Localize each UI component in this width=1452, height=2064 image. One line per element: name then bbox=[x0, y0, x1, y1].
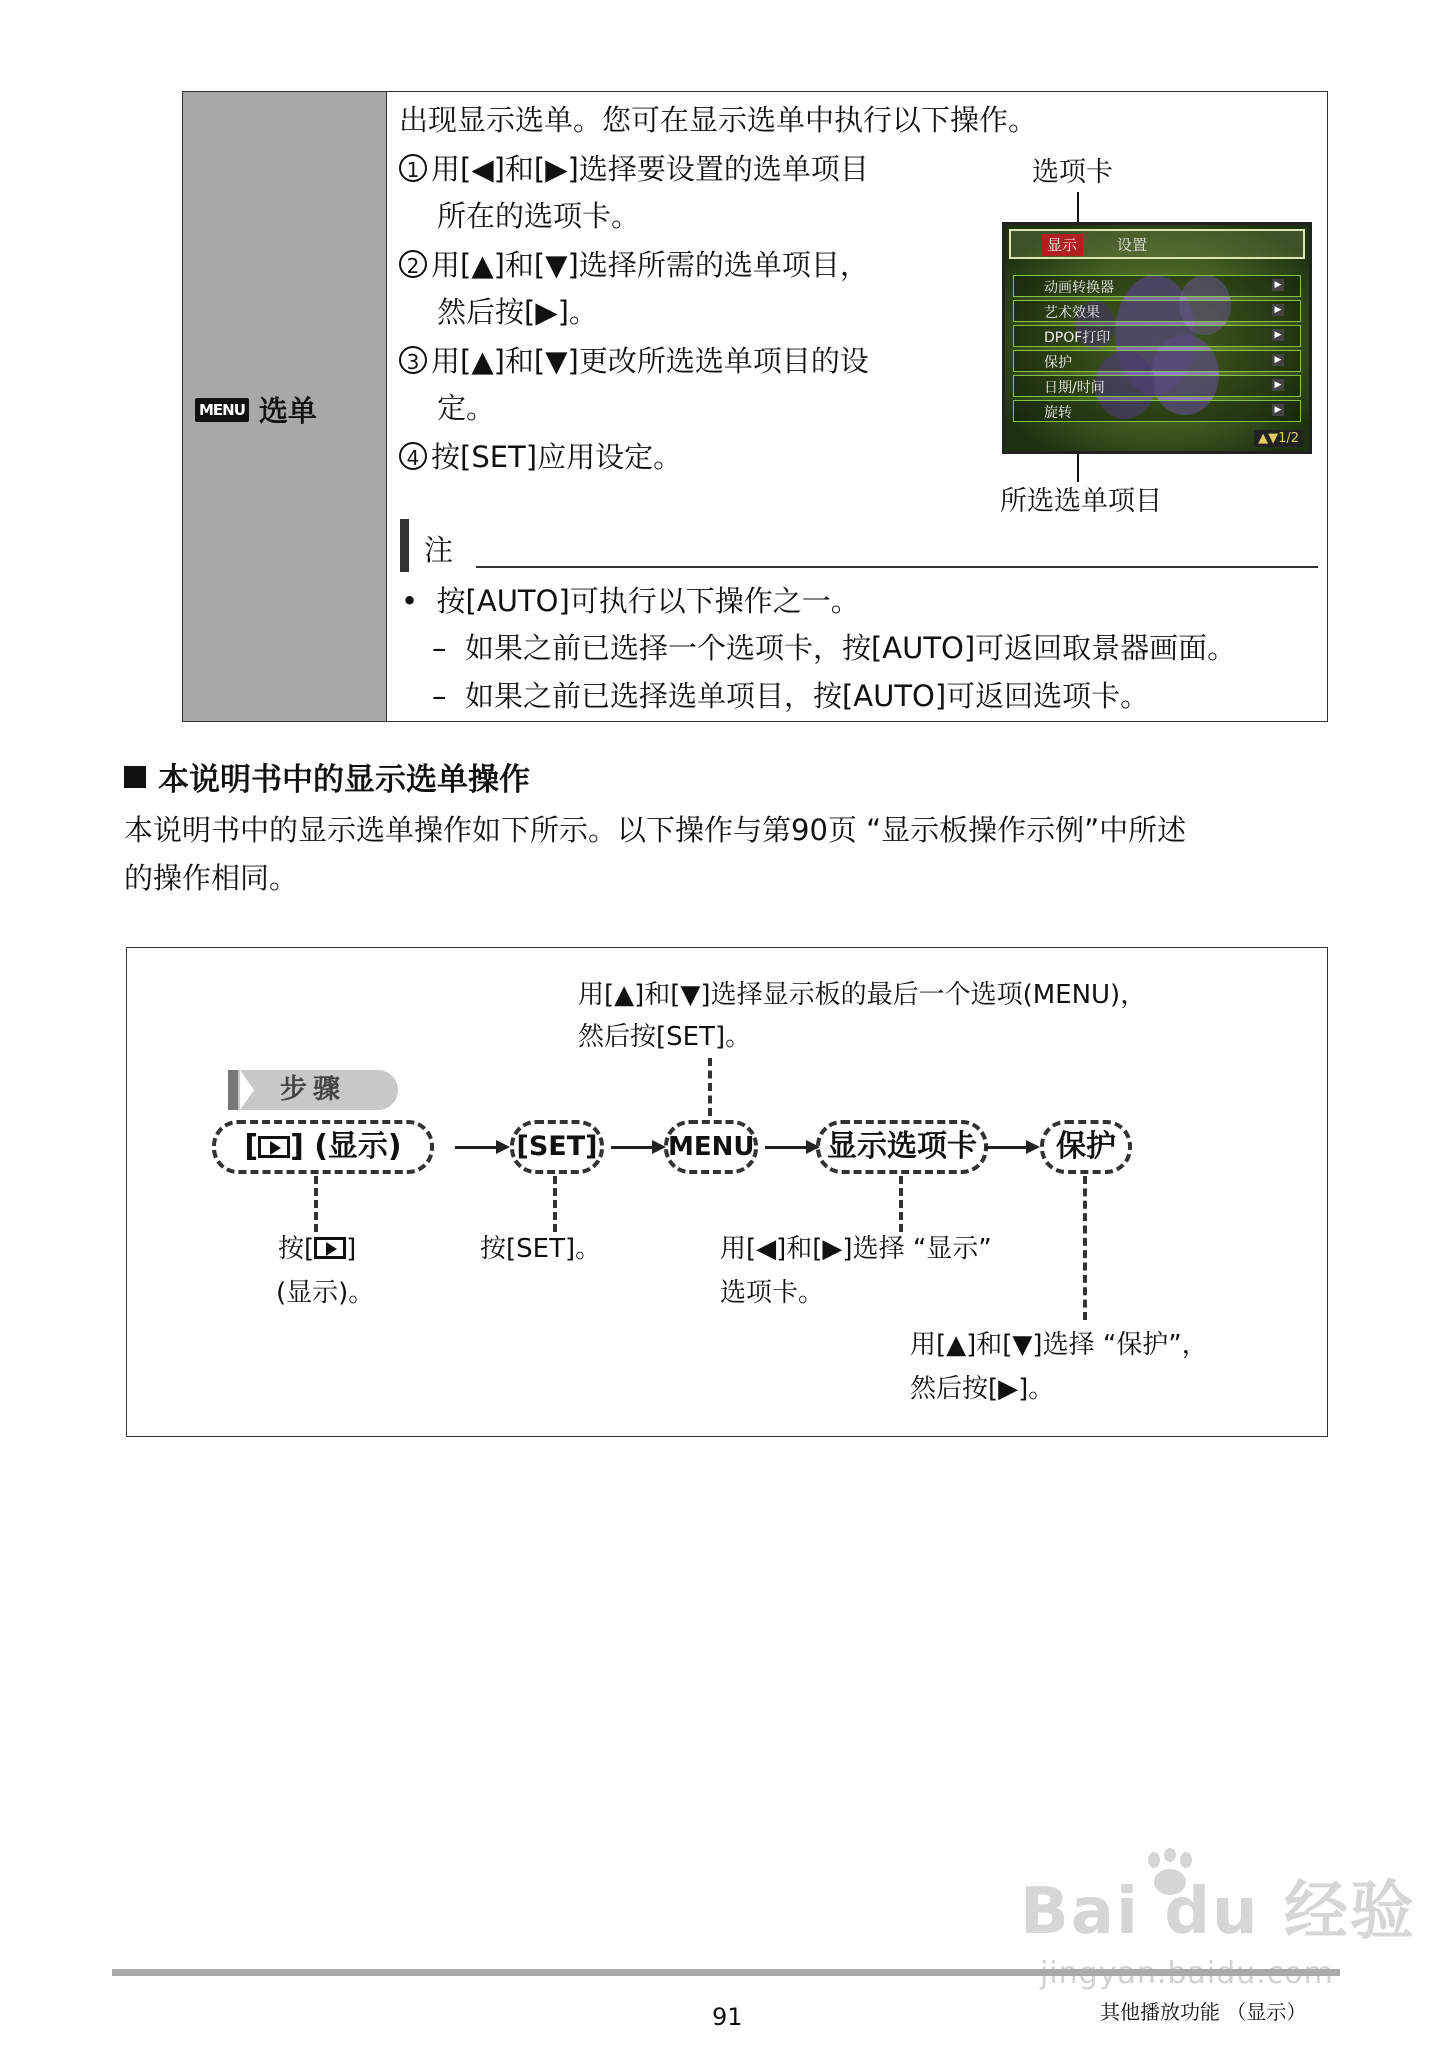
flow-arrow bbox=[611, 1146, 653, 1149]
screen-menu-label: DPOF打印 bbox=[1044, 330, 1111, 346]
section-paragraph-line1: 本说明书中的显示选单操作如下所示。以下操作与第90页 “显示板操作示例”中所述 bbox=[124, 813, 1187, 847]
note-bar bbox=[400, 519, 409, 572]
arrow-right-icon bbox=[1026, 1140, 1040, 1154]
note-title: 注 bbox=[424, 533, 454, 567]
step-box-play: [ ] (显示) bbox=[212, 1120, 434, 1174]
screen-menu-label: 艺术效果 bbox=[1044, 305, 1100, 321]
step-1 bbox=[399, 154, 869, 184]
screen-tab-settings: 设置 bbox=[1117, 236, 1148, 254]
menu-key-icon: MENU bbox=[195, 398, 249, 422]
step-1-cont: 所在的选项卡。 bbox=[437, 199, 641, 233]
chevron-right-icon: ▶ bbox=[1272, 329, 1284, 341]
section-heading bbox=[124, 754, 530, 799]
note-sub-2: – 如果之前已选择选单项目，按[AUTO]可返回选项卡。 bbox=[432, 679, 1150, 713]
connector-play bbox=[314, 1176, 318, 1232]
steps-tab: 步骤 bbox=[228, 1070, 398, 1110]
chevron-right-icon: ▶ bbox=[1272, 304, 1284, 316]
square-bullet-icon bbox=[124, 766, 146, 788]
watermark: Bai du 经验 bbox=[1020, 1875, 1416, 1949]
note-set: 按[SET]。 bbox=[480, 1234, 602, 1264]
connector-tab bbox=[899, 1176, 903, 1232]
note-bullet: • 按[AUTO]可执行以下操作之一。 bbox=[401, 584, 860, 618]
step-box-protect: 保护 bbox=[1040, 1120, 1132, 1174]
note-protect-line1: 用[▲]和[▼]选择 “保护”， bbox=[910, 1330, 1208, 1360]
play-icon bbox=[258, 1136, 290, 1158]
screen-menu-row bbox=[1013, 300, 1301, 322]
note-protect-line2: 然后按[▶]。 bbox=[910, 1374, 1055, 1404]
chevron-right-icon: ▶ bbox=[1272, 379, 1284, 391]
step-box-menu: MENU bbox=[664, 1120, 758, 1174]
connector-set bbox=[553, 1176, 557, 1232]
step-text: 用[▲]和[▼]更改所选选单项目的设 bbox=[431, 344, 869, 378]
step-number: 3 bbox=[399, 346, 427, 374]
step-3-cont: 定。 bbox=[437, 391, 496, 425]
screen-menu-label: 保护 bbox=[1044, 355, 1072, 371]
screen-menu-row bbox=[1013, 325, 1301, 347]
section-heading-text: 本说明书中的显示选单操作 bbox=[158, 762, 530, 798]
callout-tab: 选项卡 bbox=[1032, 157, 1113, 188]
flow-arrow bbox=[455, 1146, 497, 1149]
step-text: 按[SET]应用设定。 bbox=[431, 440, 683, 474]
screen-tab-bar bbox=[1009, 229, 1305, 259]
note-play-prefix: 按[ bbox=[278, 1234, 315, 1264]
step-3 bbox=[399, 346, 869, 376]
footer-rule bbox=[112, 1969, 1340, 1976]
step-text: 用[▲]和[▼]选择所需的选单项目， bbox=[431, 248, 869, 282]
step-2-cont: 然后按[▶]。 bbox=[437, 295, 598, 329]
screen-menu-row bbox=[1013, 375, 1301, 397]
step-box-tab: 显示选项卡 bbox=[816, 1120, 988, 1174]
menu-intro: 出现显示选单。您可在显示选单中执行以下操作。 bbox=[399, 103, 1038, 137]
chevron-right-icon: ▶ bbox=[1272, 354, 1284, 366]
arrow-right-icon bbox=[496, 1140, 510, 1154]
screen-tab-display: 显示 bbox=[1041, 234, 1083, 256]
step-2 bbox=[399, 250, 869, 280]
step-box-play-text: (显示) bbox=[314, 1129, 402, 1164]
note-sub-1: – 如果之前已选择一个选项卡，按[AUTO]可返回取景器画面。 bbox=[432, 631, 1237, 665]
menu-label-cell bbox=[183, 92, 387, 721]
top-note-line2: 然后按[SET]。 bbox=[578, 1022, 752, 1052]
menu-label-text: 选单 bbox=[258, 394, 317, 428]
callout-item: 所选选单项目 bbox=[1000, 486, 1162, 517]
footer-section-name: 其他播放功能 （显示） bbox=[1100, 2000, 1307, 2024]
flow-arrow bbox=[765, 1146, 807, 1149]
step-4 bbox=[399, 442, 682, 472]
note-play-line2: (显示)。 bbox=[276, 1278, 375, 1308]
step-number: 4 bbox=[399, 442, 427, 470]
note-rule bbox=[476, 566, 1318, 568]
screen-page-indicator: ▲▼1/2 bbox=[1254, 430, 1303, 447]
flow-arrow bbox=[985, 1146, 1027, 1149]
note-play-suffix: ] bbox=[346, 1234, 357, 1264]
chevron-right-icon: ▶ bbox=[1272, 404, 1284, 416]
camera-menu-screen bbox=[1002, 222, 1312, 454]
step-number: 2 bbox=[399, 250, 427, 278]
play-icon bbox=[314, 1237, 346, 1259]
note-sub-text: 如果之前已选择一个选项卡，按[AUTO]可返回取景器画面。 bbox=[464, 631, 1237, 665]
callout-tab-line bbox=[1077, 192, 1079, 224]
procedure-diagram bbox=[126, 947, 1328, 1437]
step-number: 1 bbox=[399, 154, 427, 182]
menu-label bbox=[195, 389, 317, 430]
top-note-line1: 用[▲]和[▼]选择显示板的最后一个选项(MENU)， bbox=[578, 980, 1147, 1010]
step-text: 用[◀]和[▶]选择要设置的选单项目 bbox=[431, 152, 869, 186]
screen-menu-label: 旋转 bbox=[1044, 405, 1072, 421]
callout-item-line bbox=[1077, 450, 1079, 482]
chevron-right-icon: ▶ bbox=[1272, 279, 1284, 291]
screen-menu-row bbox=[1013, 400, 1301, 422]
note-play-line1 bbox=[278, 1236, 356, 1262]
page-number: 91 bbox=[712, 2003, 743, 2031]
step-box-set: [SET] bbox=[510, 1120, 604, 1174]
screen-menu-label: 日期/时间 bbox=[1044, 380, 1105, 396]
note-bullet-text: 按[AUTO]可执行以下操作之一。 bbox=[436, 584, 860, 618]
screen-menu-row bbox=[1013, 275, 1301, 297]
note-tab-line1: 用[◀]和[▶]选择 “显示” bbox=[720, 1234, 992, 1264]
connector-menu bbox=[708, 1058, 712, 1116]
note-sub-text: 如果之前已选择选单项目，按[AUTO]可返回选项卡。 bbox=[464, 679, 1150, 713]
section-paragraph-line2: 的操作相同。 bbox=[124, 861, 299, 895]
note-tab-line2: 选项卡。 bbox=[720, 1278, 825, 1308]
screen-menu-row bbox=[1013, 350, 1301, 372]
screen-menu-label: 动画转换器 bbox=[1044, 280, 1114, 296]
connector-protect bbox=[1083, 1176, 1087, 1320]
